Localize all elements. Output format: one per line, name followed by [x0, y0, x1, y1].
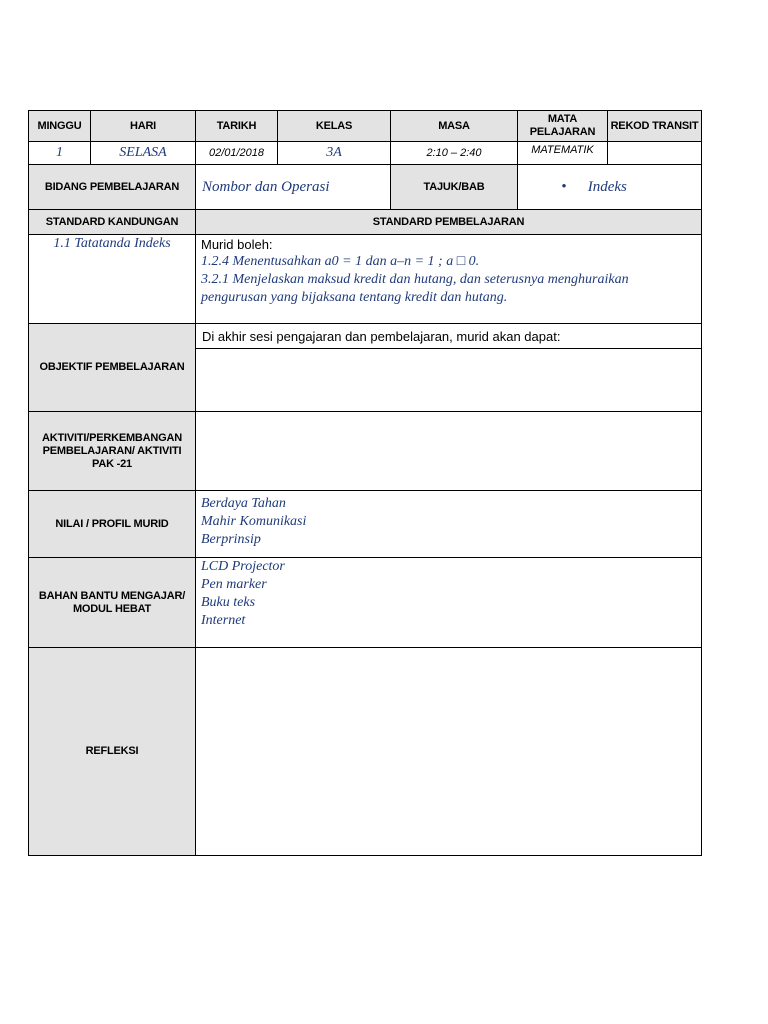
refleksi-label: REFLEKSI [29, 648, 196, 856]
standard-pembelajaran-label: STANDARD PEMBELAJARAN [196, 210, 702, 235]
standard-sp2: 3.2.1 Menjelaskan maksud kredit dan hutang, dan seterusnya menghuraikan [201, 272, 629, 287]
objektif-row-1 [29, 324, 702, 349]
hari-value: SELASA [91, 142, 196, 165]
header-minggu: MINGGU [29, 111, 91, 142]
bidang-row [29, 165, 702, 210]
standard-content-row [29, 235, 702, 324]
objektif-intro: Di akhir sesi pengajaran dan pembelajaran, murid akan dapat: [196, 324, 702, 349]
lesson-plan-sheet [28, 110, 701, 856]
lesson-plan-table [28, 110, 702, 856]
nilai-label: NILAI / PROFIL MURID [29, 491, 196, 558]
bahan-item: Internet [201, 613, 246, 628]
nilai-row [29, 491, 702, 558]
nilai-item: Mahir Komunikasi [201, 514, 307, 529]
tajuk-label: TAJUK/BAB [391, 165, 518, 210]
header-mata-pelajaran: MATA PELAJARAN [518, 111, 608, 142]
bahan-item: Buku teks [201, 595, 256, 610]
header-masa: MASA [391, 111, 518, 142]
refleksi-content [196, 648, 702, 856]
nilai-item: Berdaya Tahan [201, 496, 286, 511]
bahan-row [29, 558, 702, 648]
kelas-value: 3A [278, 142, 391, 165]
info-row [29, 142, 702, 165]
bahan-list [196, 558, 702, 648]
rekod-transit-value [608, 142, 702, 165]
nilai-item: Berprinsip [201, 532, 261, 547]
standard-sp3: pengurusan yang bijaksana tentang kredit dan hutang. [201, 290, 508, 305]
aktiviti-label-line1: AKTIVITI/PERKEMBANGAN [41, 431, 183, 444]
tajuk-bullet: • [561, 178, 567, 195]
aktiviti-label [29, 412, 196, 491]
tarikh-value: 02/01/2018 [196, 142, 278, 165]
standard-header-row [29, 210, 702, 235]
standard-list [201, 253, 696, 307]
bahan-label-line1: BAHAN BANTU MENGAJAR/ [38, 589, 186, 602]
bahan-label-line2: MODUL HEBAT [72, 602, 152, 615]
objektif-content [196, 349, 702, 412]
aktiviti-label-line2: PEMBELAJARAN/ AKTIVITI [42, 444, 182, 457]
nilai-list [196, 491, 702, 558]
bahan-item: Pen marker [201, 577, 267, 592]
bidang-value: Nombor dan Operasi [196, 165, 391, 210]
refleksi-row [29, 648, 702, 856]
bahan-item: LCD Projector [201, 559, 285, 574]
aktiviti-label-line3: PAK -21 [92, 457, 132, 470]
tajuk-value: Indeks [587, 178, 627, 195]
header-row [29, 111, 702, 142]
standard-kandungan-label: STANDARD KANDUNGAN [29, 210, 196, 235]
minggu-value: 1 [29, 142, 91, 165]
aktiviti-content [196, 412, 702, 491]
header-tarikh: TARIKH [196, 111, 278, 142]
standard-kandungan-value: 1.1 Tatatanda Indeks [29, 235, 196, 324]
bidang-label: BIDANG PEMBELAJARAN [29, 165, 196, 210]
standard-pembelajaran-content [196, 235, 702, 324]
objektif-label: OBJEKTIF PEMBELAJARAN [29, 324, 196, 412]
masa-value: 2:10 – 2:40 [391, 142, 518, 165]
tajuk-cell [518, 165, 702, 210]
mata-pelajaran-value: MATEMATIK [518, 142, 608, 165]
bahan-label [29, 558, 196, 648]
header-hari: HARI [91, 111, 196, 142]
aktiviti-row [29, 412, 702, 491]
standard-sp1: 1.2.4 Menentusahkan a0 = 1 dan a–n = 1 ; a □ 0. [201, 254, 480, 269]
header-kelas: KELAS [278, 111, 391, 142]
header-rekod-transit: REKOD TRANSIT [608, 111, 702, 142]
standard-intro: Murid boleh: [201, 237, 273, 252]
